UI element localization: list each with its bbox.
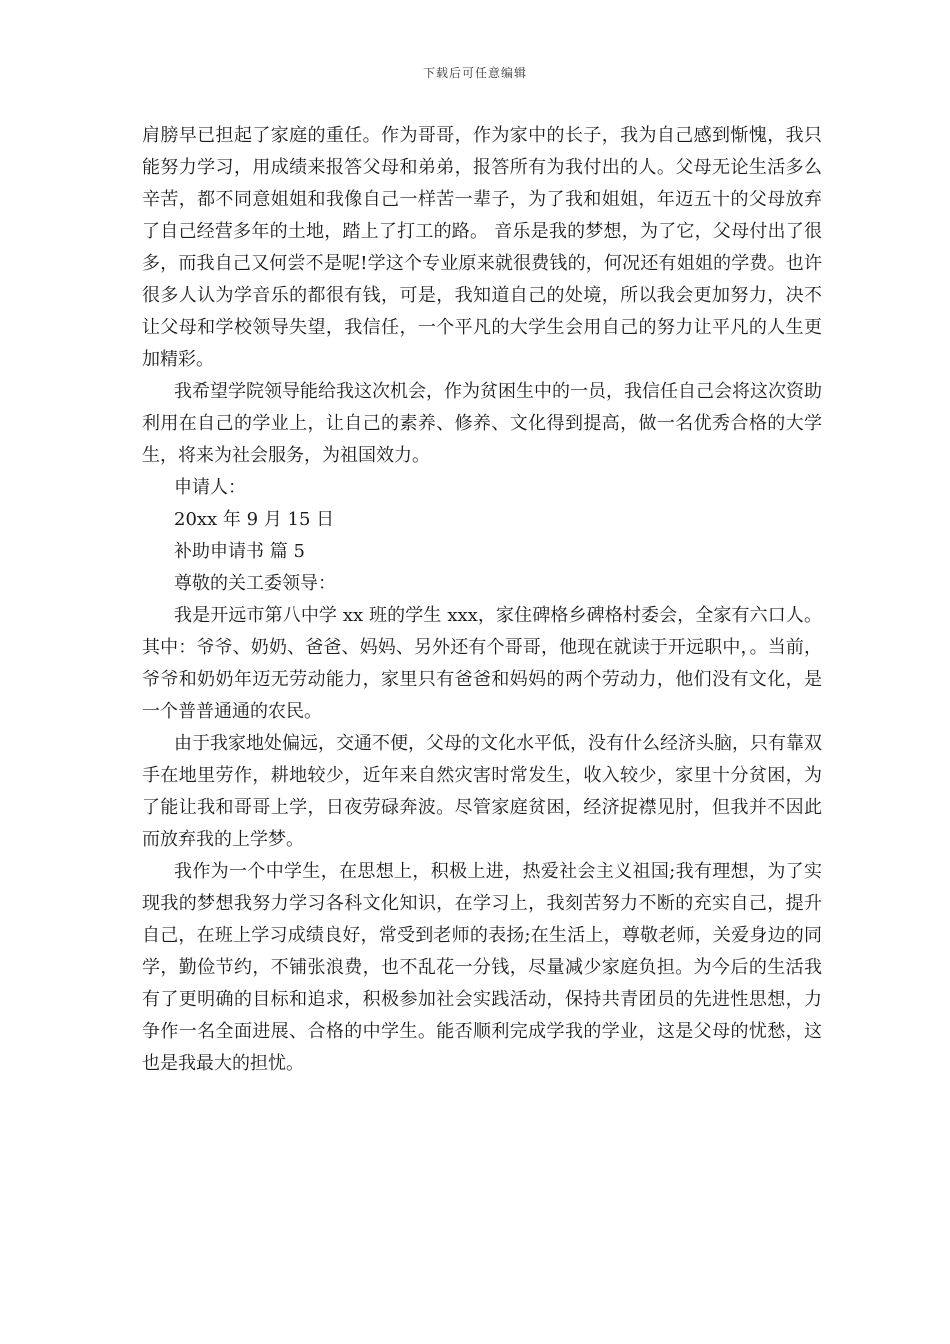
paragraph-family: 由于我家地处偏远，交通不便，父母的文化水平低，没有什么经济头脑，只有靠双手在地里劳作，耕地较少，近年来自然灾害时常发生，收入较少，家里十分贫困，为了能让我和哥哥上学，日夜劳碌奔波。尽管家庭贫困，经济捉襟见肘，但我并不因此而放弃我的上学梦。 — [142, 733, 822, 850]
section-title: 补助申请书 篇 5 — [174, 541, 305, 562]
page-header: 下载后可任意编辑 — [422, 66, 527, 80]
document-body — [142, 120, 822, 1080]
applicant-label: 申请人： — [174, 477, 246, 498]
salutation: 尊敬的关工委领导： — [174, 573, 336, 594]
paragraph-continuation: 肩膀早已担起了家庭的重任。作为哥哥，作为家中的长子，我为自己感到惭愧，我只能努力学习，用成绩来报答父母和弟弟，报答所有为我付出的人。父母无论生活多么辛苦，都不同意姐姐和我像自己一样苦一辈子，为了我和姐姐，年迈五十的父母放弃了自己经营多年的土地，踏上了打工的路。 音乐是我的梦想，为了它，父母付出了很多，而我自己又何尝不是呢!学这个专业原来就很费钱的，何况还有姐姐的学费。也许很多人认为学音乐的都很有钱，可是，我知道自己的处境，所以我会更加努力，决不让父母和学校领导失望，我信任，一个平凡的大学生会用自己的努力让平凡的人生更加精彩。 — [142, 125, 822, 370]
application-date: 20xx 年 9 月 15 日 — [174, 509, 335, 530]
paragraph-self: 我作为一个中学生，在思想上，积极上进，热爱社会主义祖国;我有理想，为了实现我的梦想我努力学习各科文化知识，在学习上，我刻苦努力不断的充实自己，提升自己，在班上学习成绩良好，常受到老师的表扬;在生活上，尊敬老师，关爱身边的同学，勤俭节约，不铺张浪费，也不乱花一分钱，尽量减少家庭负担。为今后的生活我有了更明确的目标和追求，积极参加社会实践活动，保持共青团员的先进性思想，力争作一名全面进展、合格的中学生。能否顺利完成学我的学业，这是父母的忧愁，这也是我最大的担忧。 — [142, 861, 822, 1074]
paragraph-intro: 我是开远市第八中学 xx 班的学生 xxx，家住碑格乡碑格村委会，全家有六口人。其中：爷爷、奶奶、爸爸、妈妈、另外还有个哥哥，他现在就读于开远职中，。当前，爷爷和奶奶年迈无劳动能力，家里只有爸爸和妈妈的两个劳动力，他们没有文化，是一个普普通通的农民。 — [142, 605, 822, 722]
paragraph-hope: 我希望学院领导能给我这次机会，作为贫困生中的一员，我信任自己会将这次资助利用在自己的学业上，让自己的素养、修养、文化得到提高，做一名优秀合格的大学生，将来为社会服务，为祖国效力。 — [142, 381, 822, 466]
